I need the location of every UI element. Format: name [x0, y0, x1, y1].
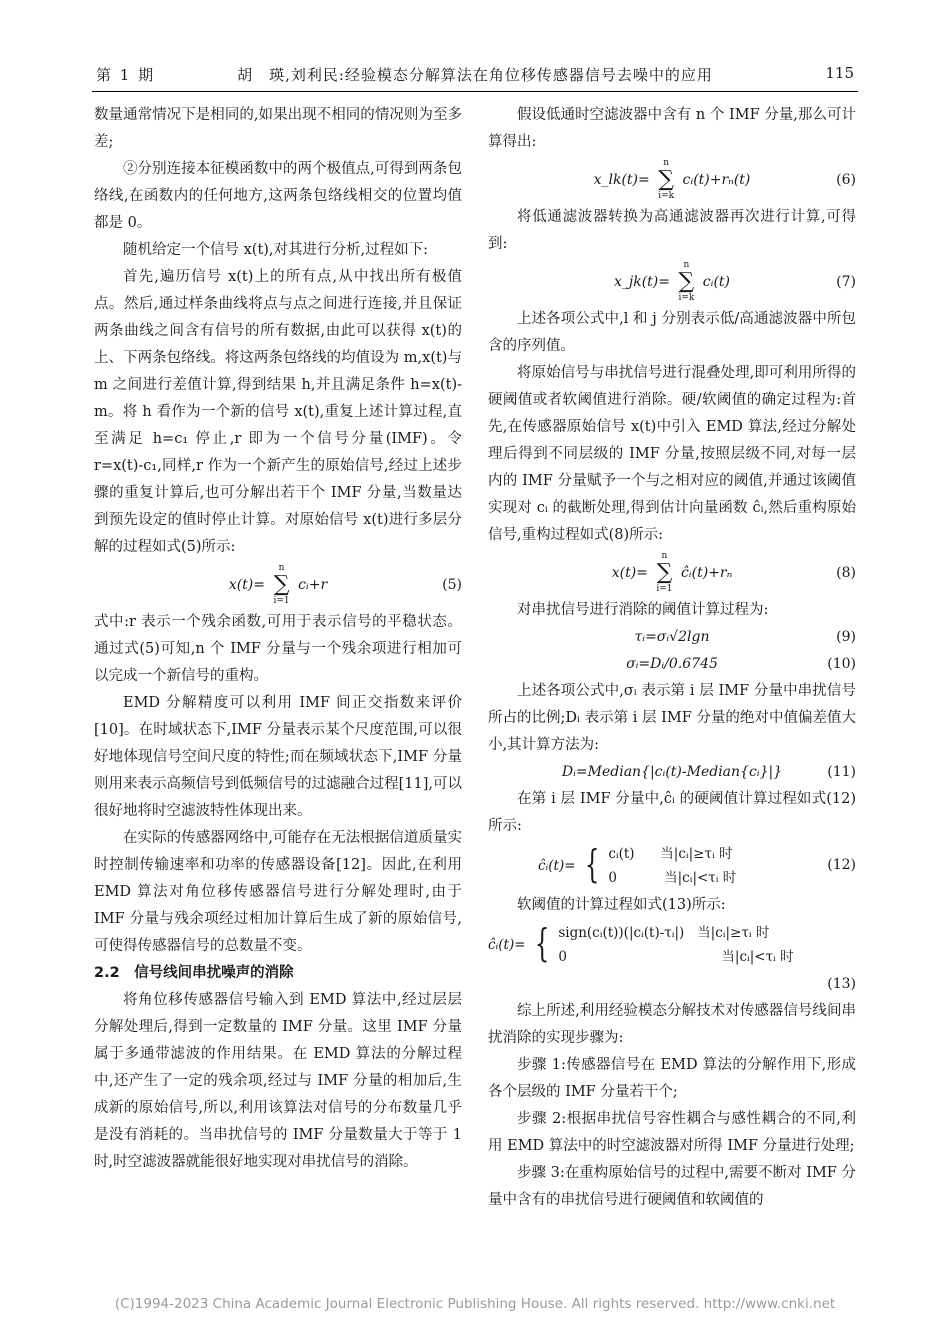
equation-number: (9): [836, 629, 856, 645]
paragraph: 式中:r 表示一个残余函数,可用于表示信号的平稳状态。通过式(5)可知,n 个 IMF 分量与一个残余项进行相加可以完成一个新信号的重构。: [94, 614, 462, 684]
equation-number: (6): [836, 172, 856, 188]
brace: {: [534, 921, 550, 965]
paragraph: 上述各项公式中,σᵢ 表示第 i 层 IMF 分量中串扰信号所占的比例;Dᵢ 表示第 i 层 IMF 分量的绝对中值偏差值大小,其计算方法为:: [488, 683, 856, 753]
section-heading: 2.2 信号线间串扰噪声的消除: [94, 965, 294, 981]
equation-5: [94, 561, 462, 609]
left-column: [94, 102, 462, 1176]
paragraph: 步骤 1:传感器信号在 EMD 算法的分解作用下,形成各个层级的 IMF 分量若干个;: [488, 1057, 856, 1100]
paragraph: 将原始信号与串扰信号进行混叠处理,即可利用所得的硬阈值或者软阈值进行消除。硬/软阈值的确定过程为:首先,在传感器原始信号 x(t)中引入 EMD 算法,经过分解处理后得到不同层级的 IMF 分量,按照层级不同,对每一层内的 IMF 分量赋予一个与之相对应的阈值,并通过该阈值实现对 cᵢ 的截断处理,得到估计向量函数 ĉᵢ,然后重构原始信号,重构过程如式(8)所示:: [488, 365, 856, 543]
eq-lhs: ĉᵢ(t)=: [488, 937, 526, 953]
equation-9: [488, 624, 856, 651]
eq-body: τᵢ=σᵢ√2lgn: [634, 629, 710, 645]
equation-number: (5): [442, 577, 462, 593]
paragraph: 首先,遍历信号 x(t)上的所有点,从中找出所有极值点。然后,通过样条曲线将点与点之间进行连接,并且保证两条曲线之间含有信号的所有数据,由此可以获得 x(t)的上、下两条包络线。将这两条包络线的均值设为 m,x(t)与 m 之间进行差值计算,得到结果 h,并且满足条件 h=x(t)-m。将 h 看作为一个新的信号 x(t),重复上述计算过程,直至满足 h=c₁ 停止,r 即为一个信号分量(IMF)。令 r=x(t)-c₁,同样,r 作为一个新产生的原始信号,经过上述步骤的重复计算后,也可分解出若干个 IMF 分量,当数量达到预先设定的值时停止计算。对原始信号 x(t)进行多层分解的过程如式(5)所示:: [94, 269, 462, 555]
eq-rhs: cᵢ(t)+rₙ(t): [682, 172, 751, 188]
paragraph: 对串扰信号进行消除的阈值计算过程为:: [517, 602, 769, 618]
eq-body: σᵢ=Dᵢ/0.6745: [626, 656, 718, 672]
case-row: 0 当|cᵢ|<τᵢ 时: [558, 949, 794, 965]
case-row: 0 当|cᵢ|<τᵢ 时: [608, 870, 737, 886]
summation: n ∑ i=1: [656, 551, 673, 594]
paragraph: 随机给定一个信号 x(t),对其进行分析,过程如下:: [123, 242, 429, 258]
header-rule: [92, 91, 858, 92]
copyright-footer: (C)1994-2023 China Academic Journal Electronic Publishing House. All rights reserved. http://www.cnki.net: [114, 1296, 836, 1312]
paragraph: 软阈值的计算过程如式(13)所示:: [517, 897, 726, 913]
eq-lhs: x(t)=: [611, 565, 648, 581]
eq-lhs: x(t)=: [228, 577, 266, 593]
paragraph: 综上所述,利用经验模态分解技术对传感器信号线间串扰消除的实现步骤为:: [488, 1003, 856, 1046]
eq-rhs: ĉᵢ(t)+rₙ: [680, 565, 733, 581]
page-number: 115: [825, 64, 854, 82]
case-row: sign(cᵢ(t))(|cᵢ(t)-τᵢ|) 当|cᵢ|≥τᵢ 时: [558, 925, 770, 941]
equation-number: (11): [827, 764, 856, 780]
equation-8: [488, 549, 856, 597]
eq-body: Dᵢ=Median{|cᵢ(t)-Median{cᵢ}|}: [561, 764, 783, 780]
equation-13: [488, 919, 856, 971]
paragraph: 数量通常情况下是相同的,如果出现不相同的情况则为至多差;: [94, 107, 462, 150]
eq-rhs: cᵢ(t): [702, 274, 730, 290]
equation-number: (13): [827, 976, 856, 992]
eq-lhs: x_jk(t)=: [614, 274, 670, 290]
paragraph: EMD 分解精度可以利用 IMF 间正交指数来评价[10]。在时域状态下,IMF 分量表示某个尺度范围,可以很好地体现信号空间尺度的特性;而在频域状态下,IMF 分量则用来表示高频信号到低频信号的过滤融合过程[11],可以很好地将时空滤波特性体现出来。: [94, 695, 462, 819]
paragraph: 步骤 3:在重构原始信号的过程中,需要不断对 IMF 分量中含有的串扰信号进行硬阈值和软阈值的: [488, 1165, 856, 1208]
summation: n ∑ i=1: [273, 563, 290, 606]
equation-number: (12): [827, 857, 856, 873]
case-row: cᵢ(t) 当|cᵢ|≥τᵢ 时: [608, 846, 733, 862]
paragraph: ②分别连接本征模函数中的两个极值点,可得到两条包络线,在函数内的任何地方,这两条包络线相交的位置均值都是 0。: [94, 161, 462, 231]
equation-number: (7): [836, 274, 856, 290]
summation: n ∑ i=k: [678, 260, 695, 303]
eq-lhs: ĉᵢ(t)=: [538, 858, 576, 874]
paragraph: 步骤 2:根据串扰信号容性耦合与感性耦合的不同,利用 EMD 算法中的时空滤波器对所得 IMF 分量进行处理;: [488, 1111, 856, 1154]
right-column: [488, 102, 856, 1214]
issue-number: 第 1 期: [96, 66, 156, 84]
paragraph: 假设低通时空滤波器中含有 n 个 IMF 分量,那么可计算得出:: [488, 107, 856, 150]
equation-number: (8): [836, 565, 856, 581]
page-header: [96, 58, 854, 88]
summation: n ∑ i=k: [658, 158, 675, 201]
eq-rhs: cᵢ+r: [298, 577, 328, 593]
paragraph: 上述各项公式中,l 和 j 分别表示低/高通滤波器中所包含的序列值。: [488, 311, 856, 354]
paragraph: 在实际的传感器网络中,可能存在无法根据信道质量实时控制传输速率和功率的传感器设备[12]。因此,在利用 EMD 算法对角位移传感器信号进行分解处理时,由于 IMF 分量与残余项经过相加计算后生成了新的原始信号,可使得传感器信号的总数量不变。: [94, 830, 462, 954]
paragraph: 将低通滤波器转换为高通滤波器再次进行计算,可得到:: [488, 209, 856, 252]
equation-11: [488, 759, 856, 786]
eq-lhs: x_lk(t)=: [593, 172, 650, 188]
equation-6: [488, 156, 856, 204]
paragraph: 在第 i 层 IMF 分量中,ĉᵢ 的硬阈值计算过程如式(12)所示:: [488, 791, 856, 834]
equation-10: [488, 651, 856, 678]
equation-7: [488, 258, 856, 306]
equation-number: (10): [827, 656, 856, 672]
paragraph: 将角位移传感器信号输入到 EMD 算法中,经过层层分解处理后,得到一定数量的 IMF 分量。这里 IMF 分量属于多通带滤波的作用结果。在 EMD 算法的分解过程中,还产生了一定的残余项,经过与 IMF 分量的相加后,生成新的原始信号,所以,利用该算法对信号的分布数量几乎是没有消耗的。当串扰信号的 IMF 分量数量大于等于 1 时,时空滤波器就能很好地实现对串扰信号的消除。: [94, 992, 462, 1170]
running-title: 胡 瑛,刘利民:经验模态分解算法在角位移传感器信号去噪中的应用: [237, 66, 713, 84]
equation-12: [488, 840, 856, 892]
brace: {: [584, 842, 600, 886]
